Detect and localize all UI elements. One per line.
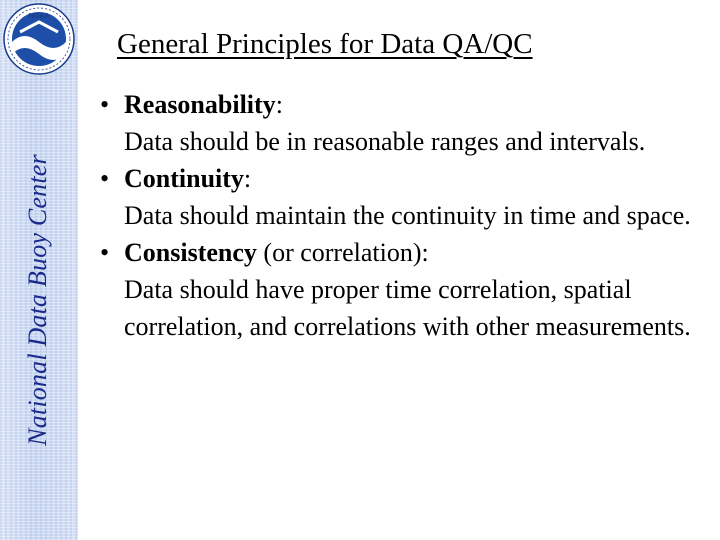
bullet-reasonability <box>100 86 700 160</box>
bullet-dot: • <box>100 238 110 267</box>
bullet-description: Data should maintain the continuity in time and space. <box>124 201 691 230</box>
bullet-suffix: (or correlation): <box>256 238 429 267</box>
bullet-dot: • <box>100 164 110 193</box>
slide-title: General Principles for Data QA/QC <box>117 28 533 60</box>
bullet-continuity <box>100 160 700 234</box>
bullet-description: Data should be in reasonable ranges and intervals. <box>124 127 646 156</box>
bullet-term: Continuity <box>124 164 244 193</box>
noaa-logo-icon <box>2 2 76 76</box>
bullet-description: Data should have proper time correlation, spatial correlation, and correlations with other measurements. <box>124 275 691 341</box>
sidebar-strip <box>0 0 78 540</box>
bullet-suffix: : <box>243 164 252 193</box>
bullet-consistency <box>100 234 700 345</box>
bullet-suffix: : <box>275 90 283 119</box>
bullet-dot: • <box>100 90 110 119</box>
sidebar-title: National Data Buoy Center <box>23 154 52 446</box>
bullet-term: Consistency <box>124 238 257 267</box>
logo-text: NOAA <box>28 13 50 20</box>
bullet-list <box>100 86 700 345</box>
bullet-term: Reasonability <box>124 90 276 119</box>
